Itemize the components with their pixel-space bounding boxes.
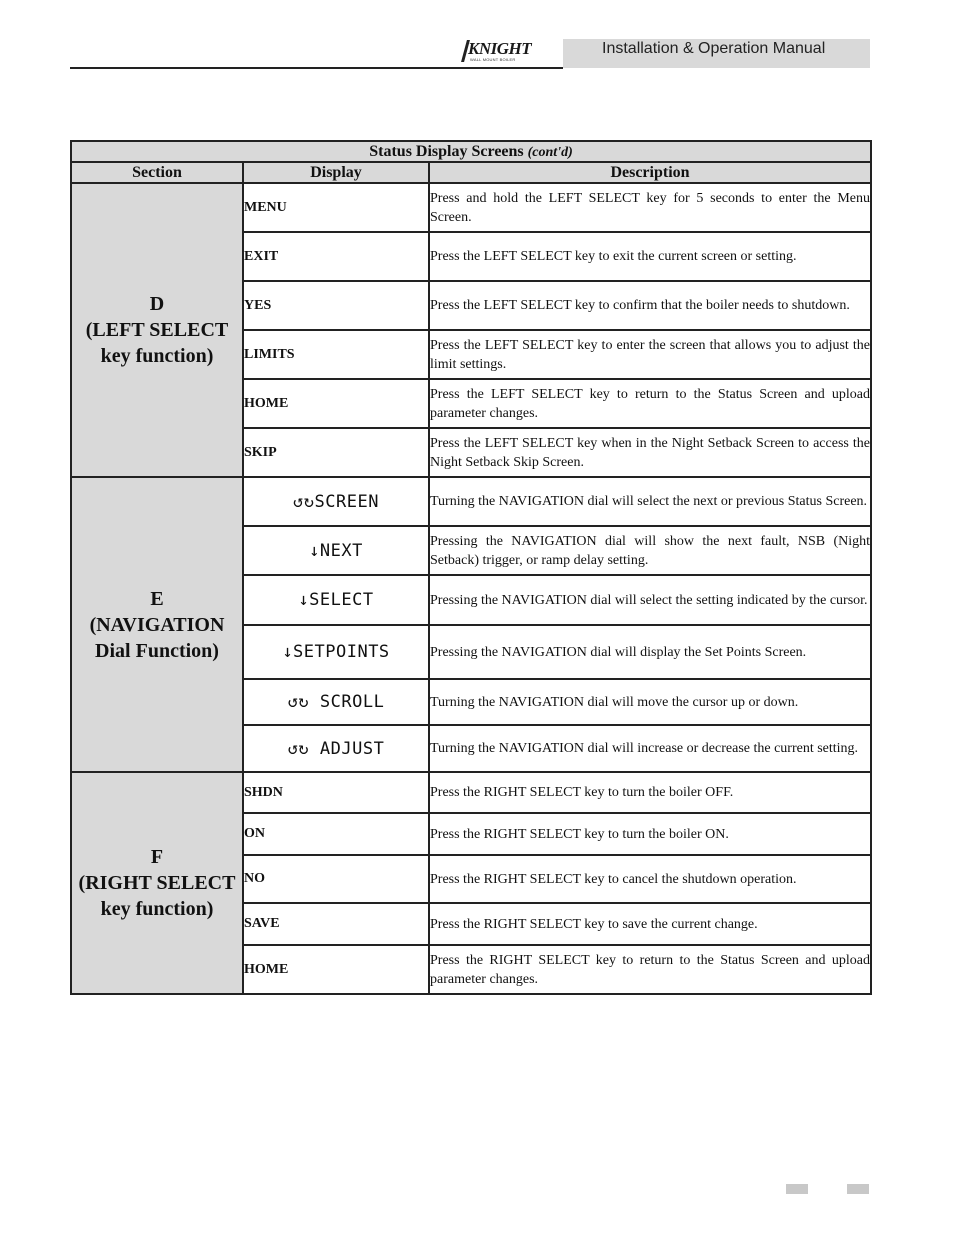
display-value: SHDN	[243, 772, 429, 813]
description-text: Press the RIGHT SELECT key to turn the boiler ON.	[429, 813, 871, 855]
display-value: SKIP	[243, 428, 429, 477]
section-d-label	[71, 183, 243, 477]
lcd-display-value: ↓NEXT	[243, 526, 429, 575]
description-text: Pressing the NAVIGATION dial will show the next fault, NSB (Night Setback) trigger, or ramp delay setting.	[429, 526, 871, 575]
logo-wordmark: KNIGHT	[468, 39, 532, 58]
display-value: NO	[243, 855, 429, 903]
description-text: Turning the NAVIGATION dial will select the next or previous Status Screen.	[429, 477, 871, 526]
section-line1: (LEFT SELECT	[85, 319, 229, 341]
description-text: Pressing the NAVIGATION dial will select the setting indicated by the cursor.	[429, 575, 871, 625]
page-mark-right	[847, 1184, 869, 1194]
section-line1: (NAVIGATION	[89, 613, 225, 636]
lcd-display-value: ↺↻SCREEN	[243, 477, 429, 526]
description-text: Press the LEFT SELECT key to confirm that the boiler needs to shutdown.	[429, 281, 871, 330]
description-text: Press the RIGHT SELECT key to cancel the shutdown operation.	[429, 855, 871, 903]
description-text: Press the RIGHT SELECT key to return to the Status Screen and upload parameter changes.	[429, 945, 871, 994]
description-text: Press the LEFT SELECT key when in the Night Setback Screen to access the Night Setback Skip Screen.	[429, 428, 871, 477]
section-f-label	[71, 772, 243, 994]
section-letter: F	[150, 846, 164, 868]
display-value: ON	[243, 813, 429, 855]
lcd-display-value: ↓SELECT	[243, 575, 429, 625]
section-letter: E	[150, 587, 164, 610]
display-value: YES	[243, 281, 429, 330]
table-title-suffix: (cont'd)	[527, 144, 573, 160]
status-display-table	[70, 140, 872, 995]
description-text: Press the RIGHT SELECT key to save the current change.	[429, 903, 871, 945]
section-line2: key function)	[100, 345, 214, 367]
description-text: Pressing the NAVIGATION dial will display the Set Points Screen.	[429, 625, 871, 679]
section-line2: key function)	[100, 898, 214, 920]
description-text: Press and hold the LEFT SELECT key for 5 seconds to enter the Menu Screen.	[429, 183, 871, 232]
description-text: Turning the NAVIGATION dial will move the cursor up or down.	[429, 679, 871, 725]
section-line1: (RIGHT SELECT	[78, 872, 236, 894]
table-title	[71, 141, 871, 162]
lcd-display-value: ↺↻ ADJUST	[243, 725, 429, 772]
display-value: HOME	[243, 379, 429, 428]
table-title-text: Status Display Screens	[369, 142, 524, 160]
lcd-display-value: ↓SETPOINTS	[243, 625, 429, 679]
column-header-section: Section	[71, 162, 243, 183]
description-text: Press the RIGHT SELECT key to turn the boiler OFF.	[429, 772, 871, 813]
knight-logo	[462, 38, 538, 68]
column-header-description: Description	[429, 162, 871, 183]
display-value: SAVE	[243, 903, 429, 945]
display-value: HOME	[243, 945, 429, 994]
manual-title: Installation & Operation Manual	[602, 40, 826, 57]
display-value: LIMITS	[243, 330, 429, 379]
lcd-display-value: ↺↻ SCROLL	[243, 679, 429, 725]
logo-subtext: WALL MOUNT BOILER	[470, 57, 516, 62]
display-value: MENU	[243, 183, 429, 232]
page-mark-left	[786, 1184, 808, 1194]
description-text: Press the LEFT SELECT key to return to the Status Screen and upload parameter changes.	[429, 379, 871, 428]
display-value: EXIT	[243, 232, 429, 281]
description-text: Turning the NAVIGATION dial will increase or decrease the current setting.	[429, 725, 871, 772]
description-text: Press the LEFT SELECT key to enter the screen that allows you to adjust the limit settings.	[429, 330, 871, 379]
section-letter: D	[149, 293, 165, 315]
section-line2: Dial Function)	[95, 639, 219, 662]
description-text: Press the LEFT SELECT key to exit the current screen or setting.	[429, 232, 871, 281]
column-header-display: Display	[243, 162, 429, 183]
section-e-label	[71, 477, 243, 772]
